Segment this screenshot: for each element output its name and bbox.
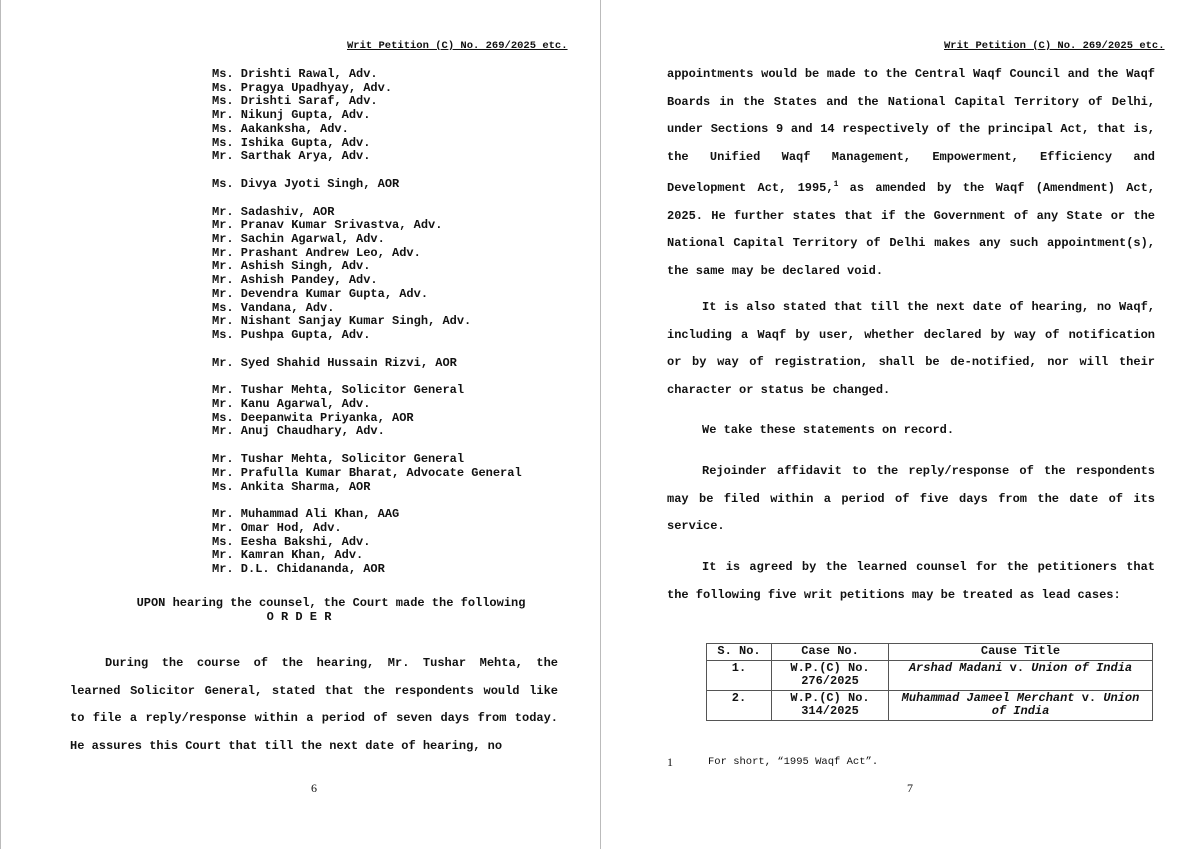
footnote-ref: 1 [833,180,839,189]
counsel-name: Mr. Anuj Chaudhary, Adv. [212,424,385,439]
counsel-name: Mr. Prashant Andrew Leo, Adv. [212,245,421,260]
counsel-name: Ms. Drishti Saraf, Adv. [212,94,378,109]
paragraph-rejoinder: Rejoinder affidavit to the reply/response of the respondents may be filed within a period of five days from the date of its service. [667,464,1155,533]
counsel-name: Ms. Pushpa Gupta, Adv. [212,327,371,342]
counsel-name: Mr. Nikunj Gupta, Adv. [212,108,371,123]
counsel-name: Mr. Sadashiv, AOR [212,204,335,219]
table-row [707,660,1153,690]
running-head: Writ Petition (C) No. 269/2025 etc. [347,40,568,52]
counsel-name: Mr. Sachin Agarwal, Adv. [212,232,385,246]
cell-cause-title [889,690,1153,720]
party-2: Union of India [991,690,1140,718]
upon-hearing-text: UPON hearing the counsel, the Court made the following [136,596,526,610]
counsel-name: Mr. Devendra Kumar Gupta, Adv. [212,286,429,301]
right-page [600,0,1200,849]
counsel-name: Mr. Prafulla Kumar Bharat, Advocate General [212,465,522,480]
footnote-number: 1 [667,755,673,769]
footnote-text: For short, “1995 Waqf Act”. [708,756,879,768]
counsel-name: Mr. Kamran Khan, Adv. [212,548,364,563]
cell-case-no: W.P.(C) No. 276/2025 [772,660,889,690]
counsel-name: Ms. Aakanksha, Adv. [212,121,349,136]
counsel-name: Mr. Ashish Pandey, Adv. [212,273,378,288]
party-1: Muhammad Jameel Merchant [901,690,1075,705]
counsel-name: Mr. Kanu Agarwal, Adv. [212,397,371,411]
table-row [707,690,1153,720]
counsel-name: Ms. Eesha Bakshi, Adv. [212,534,371,549]
counsel-name: Ms. Pragya Upadhyay, Adv. [212,80,393,95]
counsel-name: Ms. Deepanwita Priyanka, AOR [212,410,414,425]
page-number: 6 [311,781,317,795]
party-1: Arshad Madani [908,660,1003,675]
col-header-sno: S. No. [707,644,772,661]
col-header-case-no: Case No. [772,644,889,661]
order-paragraph: During the course of the hearing, Mr. Tushar Mehta, the learned Solicitor General, stated that the respondents would like to file a reply/response within a period of seven days from today. He assures this Court that till the next date of hearing, no [70,656,558,753]
counsel-name: Ms. Drishti Rawal, Adv. [212,67,378,81]
counsel-name: Ms. Vandana, Adv. [212,300,335,315]
paragraph-appointments [667,61,1155,285]
cell-sno: 1. [707,660,772,690]
cell-case-no: W.P.(C) No. 314/2025 [772,690,889,720]
party-2: Union of India [1031,660,1133,675]
versus: v. [1074,690,1104,705]
paragraph-waqf-status: It is also stated that till the next date of hearing, no Waqf, including a Waqf by user, whether declared by way of notification or by way of registration, shall be de-notified, nor will their character or status be changed. [667,300,1155,397]
table-header-row [707,644,1153,661]
paragraph-text: appointments would be made to the Central Waqf Council and the Waqf Boards in the States and the National Capital Territory of Delhi, under Sections 9 and 14 respectively of the principal Act, that is, the Unified Waqf Management, Empowerment, Efficiency and Development Act, 1995, [667,67,1155,195]
counsel-name: Mr. Omar Hod, Adv. [212,520,342,535]
paragraph-text: as amended by the Waqf (Amendment) Act, 2025. He further states that if the Government of any State or the National Capital Territory of Delhi makes any such appointment(s), the same may be declared void. [667,181,1155,278]
lead-cases-table [706,643,1153,721]
cell-cause-title [889,660,1153,690]
counsel-name: Ms. Ishika Gupta, Adv. [212,135,371,150]
counsel-name: Mr. Nishant Sanjay Kumar Singh, Adv. [212,314,472,329]
counsel-name: Ms. Ankita Sharma, AOR [212,479,371,494]
counsel-name: Mr. Sarthak Arya, Adv. [212,149,371,164]
order-heading: O R D E R [266,610,332,624]
page-number: 7 [907,781,913,795]
counsel-name: Mr. Tushar Mehta, Solicitor General [212,383,465,398]
versus: v. [1002,660,1032,675]
counsel-name: Mr. Pranav Kumar Srivastva, Adv. [212,218,443,233]
paragraph-lead-cases: It is agreed by the learned counsel for the petitioners that the following five writ petitions may be treated as lead cases: [667,560,1155,602]
counsel-name: Mr. Tushar Mehta, Solicitor General [212,452,465,467]
counsel-name: Ms. Divya Jyoti Singh, AOR [212,176,400,191]
running-head: Writ Petition (C) No. 269/2025 etc. [944,40,1165,52]
counsel-name: Mr. Syed Shahid Hussain Rizvi, AOR [212,355,457,370]
paragraph-record: We take these statements on record. [702,423,955,437]
counsel-name: Mr. Ashish Singh, Adv. [212,259,371,274]
page-divider [600,0,601,849]
counsel-name: Mr. D.L. Chidananda, AOR [212,562,385,576]
col-header-cause-title: Cause Title [889,644,1153,661]
counsel-name: Mr. Muhammad Ali Khan, AAG [212,507,400,522]
cell-sno: 2. [707,690,772,720]
